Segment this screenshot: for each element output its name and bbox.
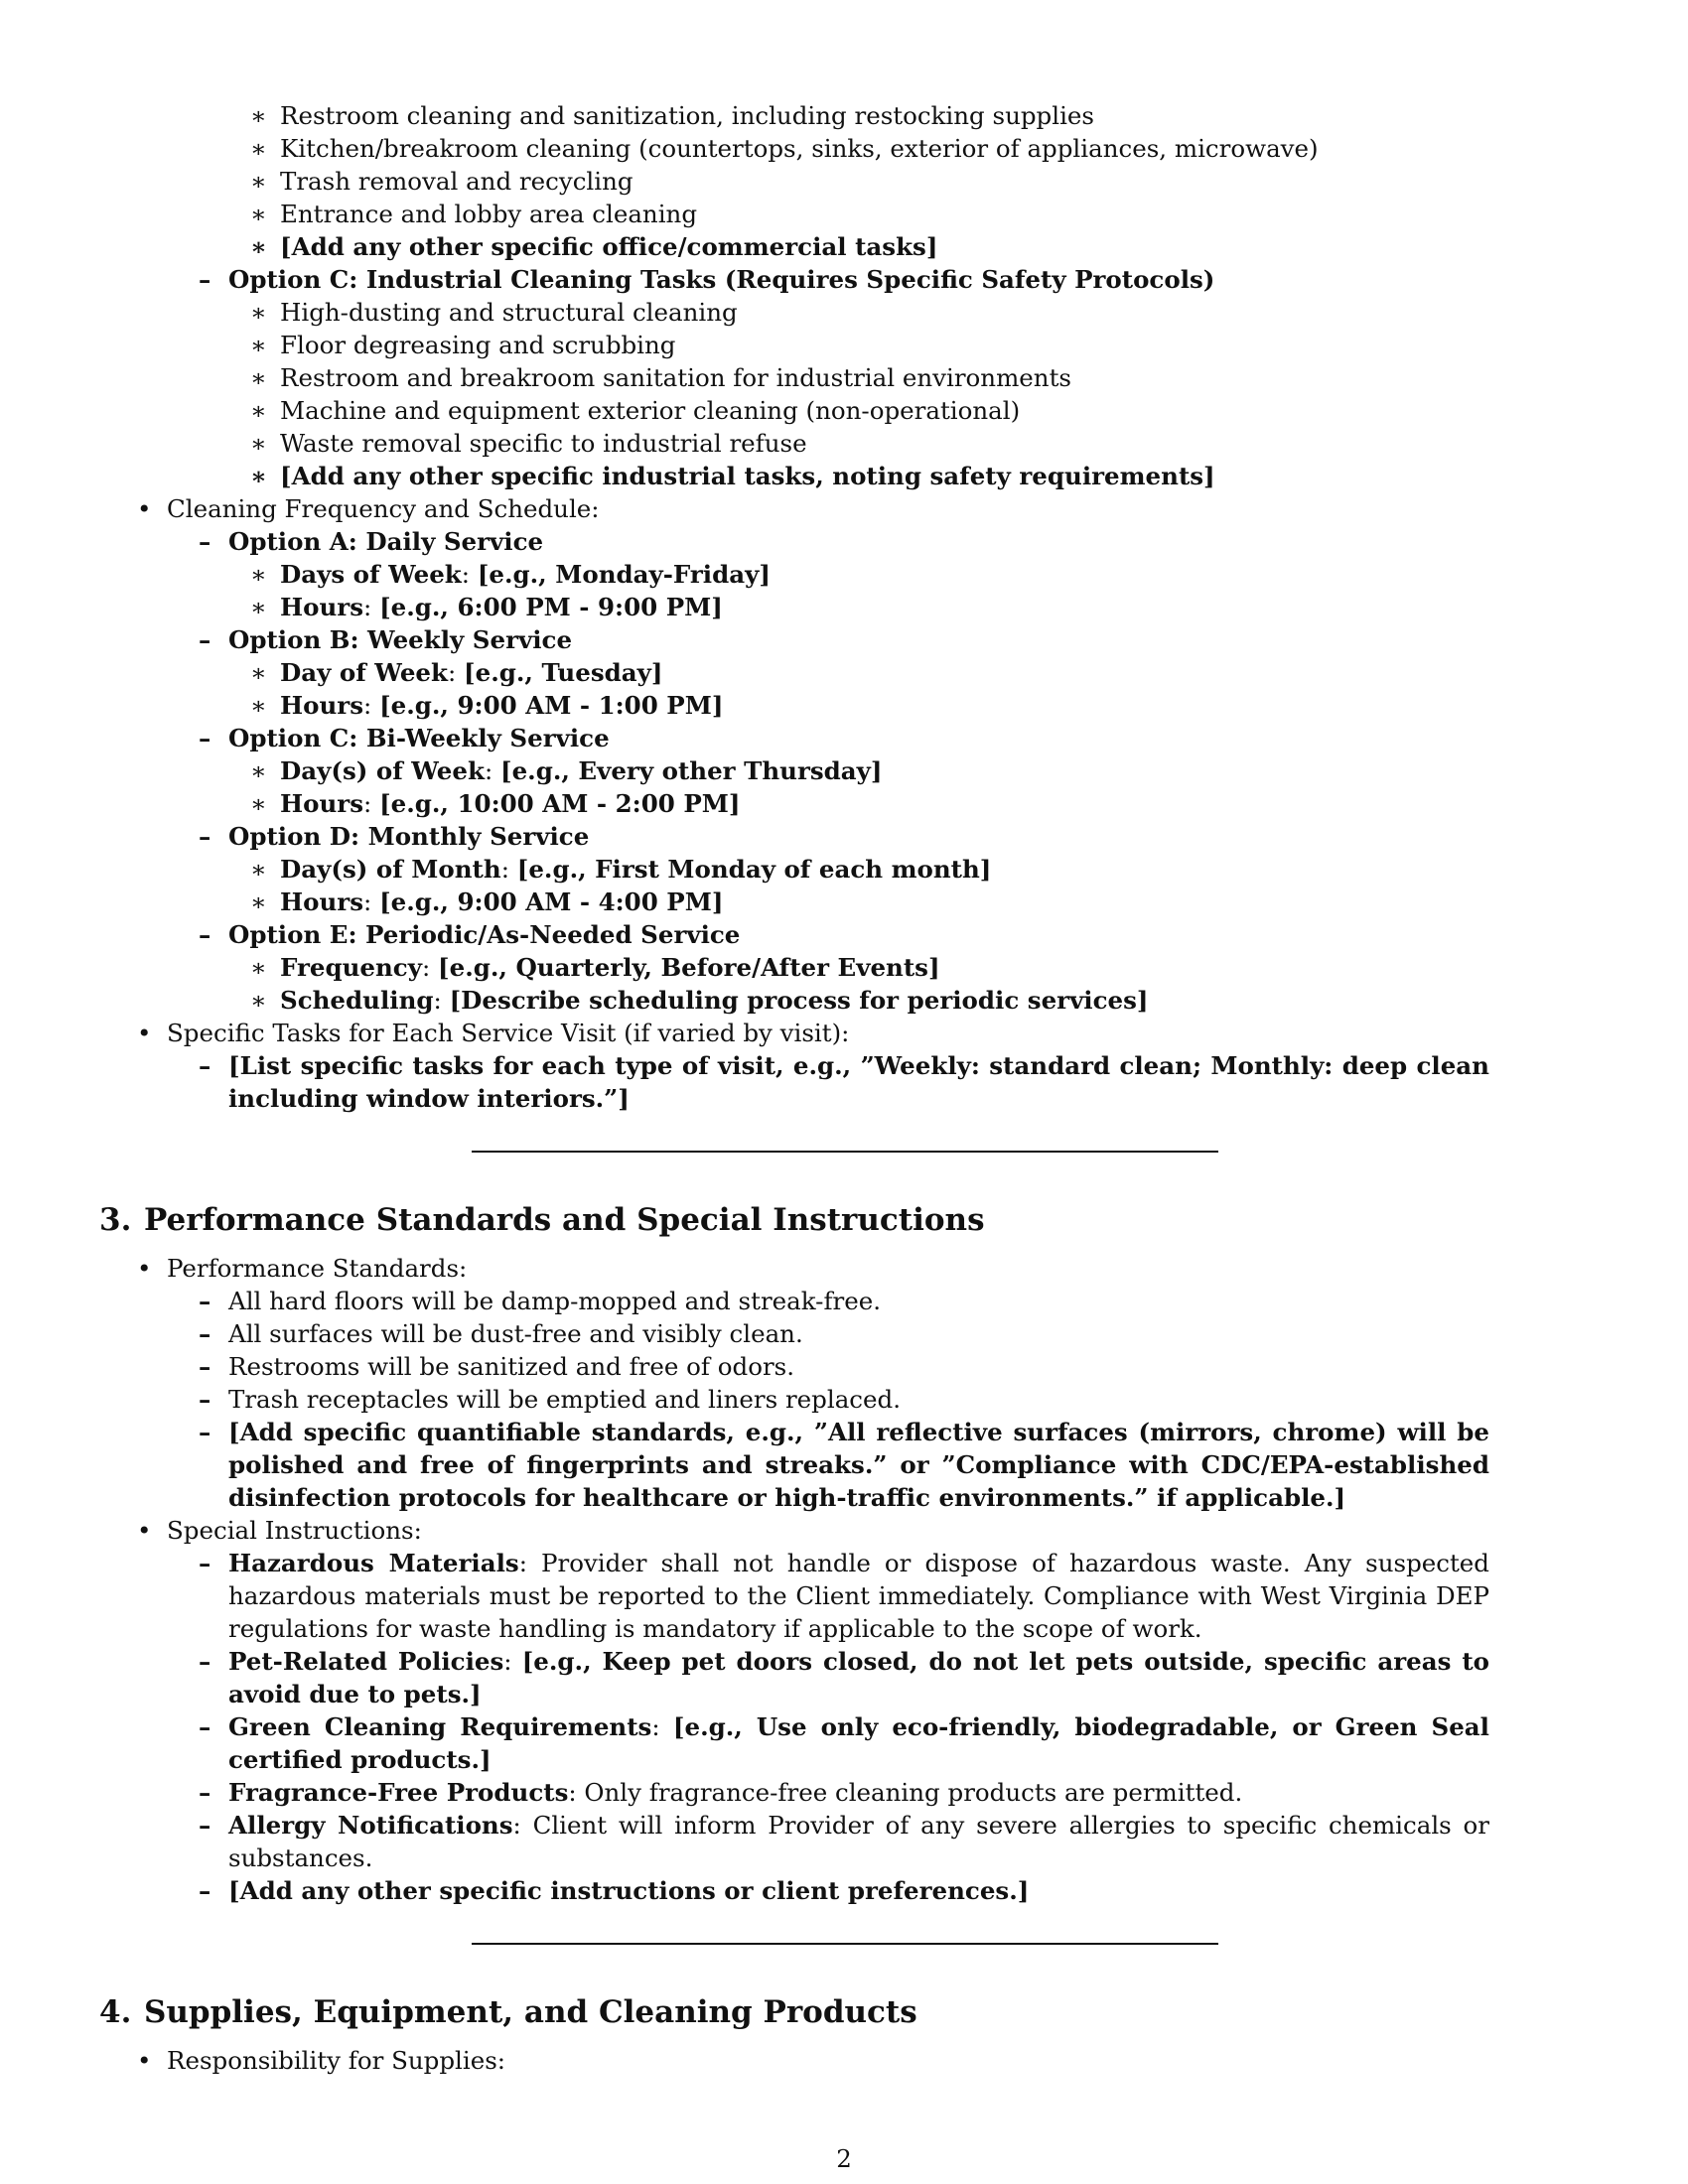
list-item: ∗ Floor degreasing and scrubbing xyxy=(99,329,1589,361)
horizontal-rule xyxy=(472,1151,1218,1153)
item-label: Hours xyxy=(280,789,364,818)
option-b xyxy=(99,623,1589,656)
option-c xyxy=(99,722,1589,754)
specific-tasks-list xyxy=(99,1049,1589,1115)
item-text: [e.g., Keep pet doors closed, do not let pets outside, specific areas to avoid due to pets.] xyxy=(228,1647,1489,1708)
option-c-items xyxy=(99,754,1589,820)
option-title: – Option C: Bi-Weekly Service xyxy=(99,722,1589,754)
list-item: – Restrooms will be sanitized and free of odors. xyxy=(99,1350,1589,1383)
item-text: [e.g., Use only eco-friendly, biodegradable, or Green Seal certified products.] xyxy=(228,1712,1489,1774)
item-label: Green Cleaning Requirements xyxy=(228,1712,652,1741)
list-item: ∗ Frequency: [e.g., Quarterly, Before/After Events] xyxy=(99,951,1589,984)
list-item: ∗ Scheduling: [Describe scheduling process for periodic services] xyxy=(99,984,1589,1017)
performance-standards-list xyxy=(99,1285,1589,1514)
list-item: ∗ Entrance and lobby area cleaning xyxy=(99,198,1589,230)
list-item: ∗ Day(s) of Week: [e.g., Every other Thursday] xyxy=(99,754,1589,787)
option-b-items xyxy=(99,656,1589,722)
item-label: Hours xyxy=(280,691,364,720)
list-item: ∗ Restroom cleaning and sanitization, including restocking supplies xyxy=(99,99,1589,132)
item-value: [e.g., Tuesday] xyxy=(464,658,663,687)
list-item: ∗ Machine and equipment exterior cleaning (non-operational) xyxy=(99,394,1589,427)
item-value: [e.g., 9:00 AM - 1:00 PM] xyxy=(379,691,724,720)
item-label: Day of Week xyxy=(280,658,448,687)
option-a-items xyxy=(99,558,1589,623)
section-number: 3. xyxy=(99,1202,132,1238)
item-label: Days of Week xyxy=(280,560,462,589)
supplies-section xyxy=(99,2044,1589,2077)
option-title: – Option D: Monthly Service xyxy=(99,820,1589,853)
list-item: – [List specific tasks for each type of visit, e.g., ”Weekly: standard clean; Monthly: deep clean including window interiors.”] xyxy=(99,1049,1589,1115)
option-d-items xyxy=(99,853,1589,918)
item-value: [e.g., 10:00 AM - 2:00 PM] xyxy=(379,789,741,818)
frequency-section xyxy=(99,492,1589,525)
list-item: – [Add any other specific instructions or client preferences.] xyxy=(99,1874,1589,1907)
item-value: [Describe scheduling process for periodic services] xyxy=(449,986,1149,1015)
option-d xyxy=(99,820,1589,853)
industrial-option xyxy=(99,263,1589,296)
performance-standards-section xyxy=(99,1252,1589,1285)
item-label: Allergy Notifications xyxy=(228,1811,513,1840)
option-title: – Option A: Daily Service xyxy=(99,525,1589,558)
item-label: Scheduling xyxy=(280,986,434,1015)
list-item: ∗ Day of Week: [e.g., Tuesday] xyxy=(99,656,1589,689)
list-item: ∗ Trash removal and recycling xyxy=(99,165,1589,198)
section-title: Supplies, Equipment, and Cleaning Products xyxy=(144,1994,917,2030)
list-item: ∗ High-dusting and structural cleaning xyxy=(99,296,1589,329)
item-text: Provider shall not handle or dispose of hazardous waste. Any suspected hazardous materials must be reported to the Client immediately. Compliance with West Virginia DEP regulations for waste handling is mandatory if applicable to the scope of work. xyxy=(228,1549,1489,1643)
item-label: Day(s) of Week xyxy=(280,756,485,785)
horizontal-rule xyxy=(472,1943,1218,1945)
option-a xyxy=(99,525,1589,558)
list-item: • Responsibility for Supplies: xyxy=(99,2044,1589,2077)
item-label: Pet-Related Policies xyxy=(228,1647,504,1676)
list-item: – Allergy Notifications: Client will inform Provider of any severe allergies to specific chemicals or substances. xyxy=(99,1809,1589,1874)
special-instructions-section xyxy=(99,1514,1589,1547)
list-item: ∗ [Add any other specific industrial tasks, noting safety requirements] xyxy=(99,460,1589,492)
page-content xyxy=(99,99,1589,2077)
office-task-list xyxy=(99,99,1589,263)
list-item: – Trash receptacles will be emptied and liners replaced. xyxy=(99,1383,1589,1416)
performance-standards-label: • Performance Standards: xyxy=(99,1252,1589,1285)
item-label: Fragrance-Free Products xyxy=(228,1778,569,1807)
list-item: ∗ Waste removal specific to industrial refuse xyxy=(99,427,1589,460)
industrial-task-list xyxy=(99,296,1589,492)
specific-tasks-label: • Specific Tasks for Each Service Visit (if varied by visit): xyxy=(99,1017,1589,1049)
option-title: – Option B: Weekly Service xyxy=(99,623,1589,656)
list-item: – All hard floors will be damp-mopped and streak-free. xyxy=(99,1285,1589,1317)
item-value: [e.g., 6:00 PM - 9:00 PM] xyxy=(379,593,723,621)
item-label: Frequency xyxy=(280,953,422,982)
item-value: [e.g., Every other Thursday] xyxy=(500,756,883,785)
section-title: Performance Standards and Special Instructions xyxy=(144,1202,985,1238)
item-value: [e.g., 9:00 AM - 4:00 PM] xyxy=(379,887,724,916)
list-item: – Hazardous Materials: Provider shall not handle or dispose of hazardous waste. Any suspected hazardous materials must be reported to the Client immediately. Compliance with West Virginia DEP regulations for waste handling is mandatory if applicable to the scope of work. xyxy=(99,1547,1589,1645)
list-item: ∗ Days of Week: [e.g., Monday-Friday] xyxy=(99,558,1589,591)
special-instructions-list xyxy=(99,1547,1589,1907)
section-3-heading xyxy=(99,1200,1589,1240)
list-item: ∗ Hours: [e.g., 6:00 PM - 9:00 PM] xyxy=(99,591,1589,623)
section-4-heading xyxy=(99,1992,1589,2032)
frequency-label: • Cleaning Frequency and Schedule: xyxy=(99,492,1589,525)
option-e-items xyxy=(99,951,1589,1017)
list-item: – Pet-Related Policies: [e.g., Keep pet doors closed, do not let pets outside, specific areas to avoid due to pets.] xyxy=(99,1645,1589,1710)
item-label: Hours xyxy=(280,887,364,916)
list-item: – Fragrance-Free Products: Only fragrance-free cleaning products are permitted. xyxy=(99,1776,1589,1809)
list-item: – Green Cleaning Requirements: [e.g., Use only eco-friendly, biodegradable, or Green Seal certified products.] xyxy=(99,1710,1589,1776)
list-item: ∗ Hours: [e.g., 9:00 AM - 4:00 PM] xyxy=(99,886,1589,918)
section-number: 4. xyxy=(99,1994,132,2030)
list-item: – All surfaces will be dust-free and visibly clean. xyxy=(99,1317,1589,1350)
item-label: Hazardous Materials xyxy=(228,1549,519,1577)
option-heading: – Option C: Industrial Cleaning Tasks (Requires Specific Safety Protocols) xyxy=(99,263,1589,296)
list-item: ∗ Hours: [e.g., 9:00 AM - 1:00 PM] xyxy=(99,689,1589,722)
list-item: ∗ Restroom and breakroom sanitation for industrial environments xyxy=(99,361,1589,394)
item-label: Hours xyxy=(280,593,364,621)
special-instructions-label: • Special Instructions: xyxy=(99,1514,1589,1547)
item-text: Client will inform Provider of any severe allergies to specific chemicals or substances. xyxy=(228,1811,1489,1872)
list-item: ∗ [Add any other specific office/commercial tasks] xyxy=(99,230,1589,263)
list-item: ∗ Hours: [e.g., 10:00 AM - 2:00 PM] xyxy=(99,787,1589,820)
item-value: [e.g., Quarterly, Before/After Events] xyxy=(438,953,940,982)
specific-tasks-section xyxy=(99,1017,1589,1049)
list-item: ∗ Kitchen/breakroom cleaning (countertops, sinks, exterior of appliances, microwave) xyxy=(99,132,1589,165)
list-item: ∗ Day(s) of Month: [e.g., First Monday of each month] xyxy=(99,853,1589,886)
option-e xyxy=(99,918,1589,951)
item-label: Day(s) of Month xyxy=(280,855,501,884)
item-text: Only fragrance-free cleaning products are permitted. xyxy=(584,1778,1243,1807)
item-value: [e.g., Monday-Friday] xyxy=(477,560,771,589)
item-value: [e.g., First Monday of each month] xyxy=(516,855,992,884)
option-title: – Option E: Periodic/As-Needed Service xyxy=(99,918,1589,951)
page-number: 2 xyxy=(836,2144,852,2173)
list-item: – [Add specific quantifiable standards, e.g., ”All reflective surfaces (mirrors, chrome) will be polished and free of fingerprints and streaks.” or ”Compliance with CDC/EPA-established disinfection protocols for healthcare or high-traffic environments.” if applicable.] xyxy=(99,1416,1589,1514)
